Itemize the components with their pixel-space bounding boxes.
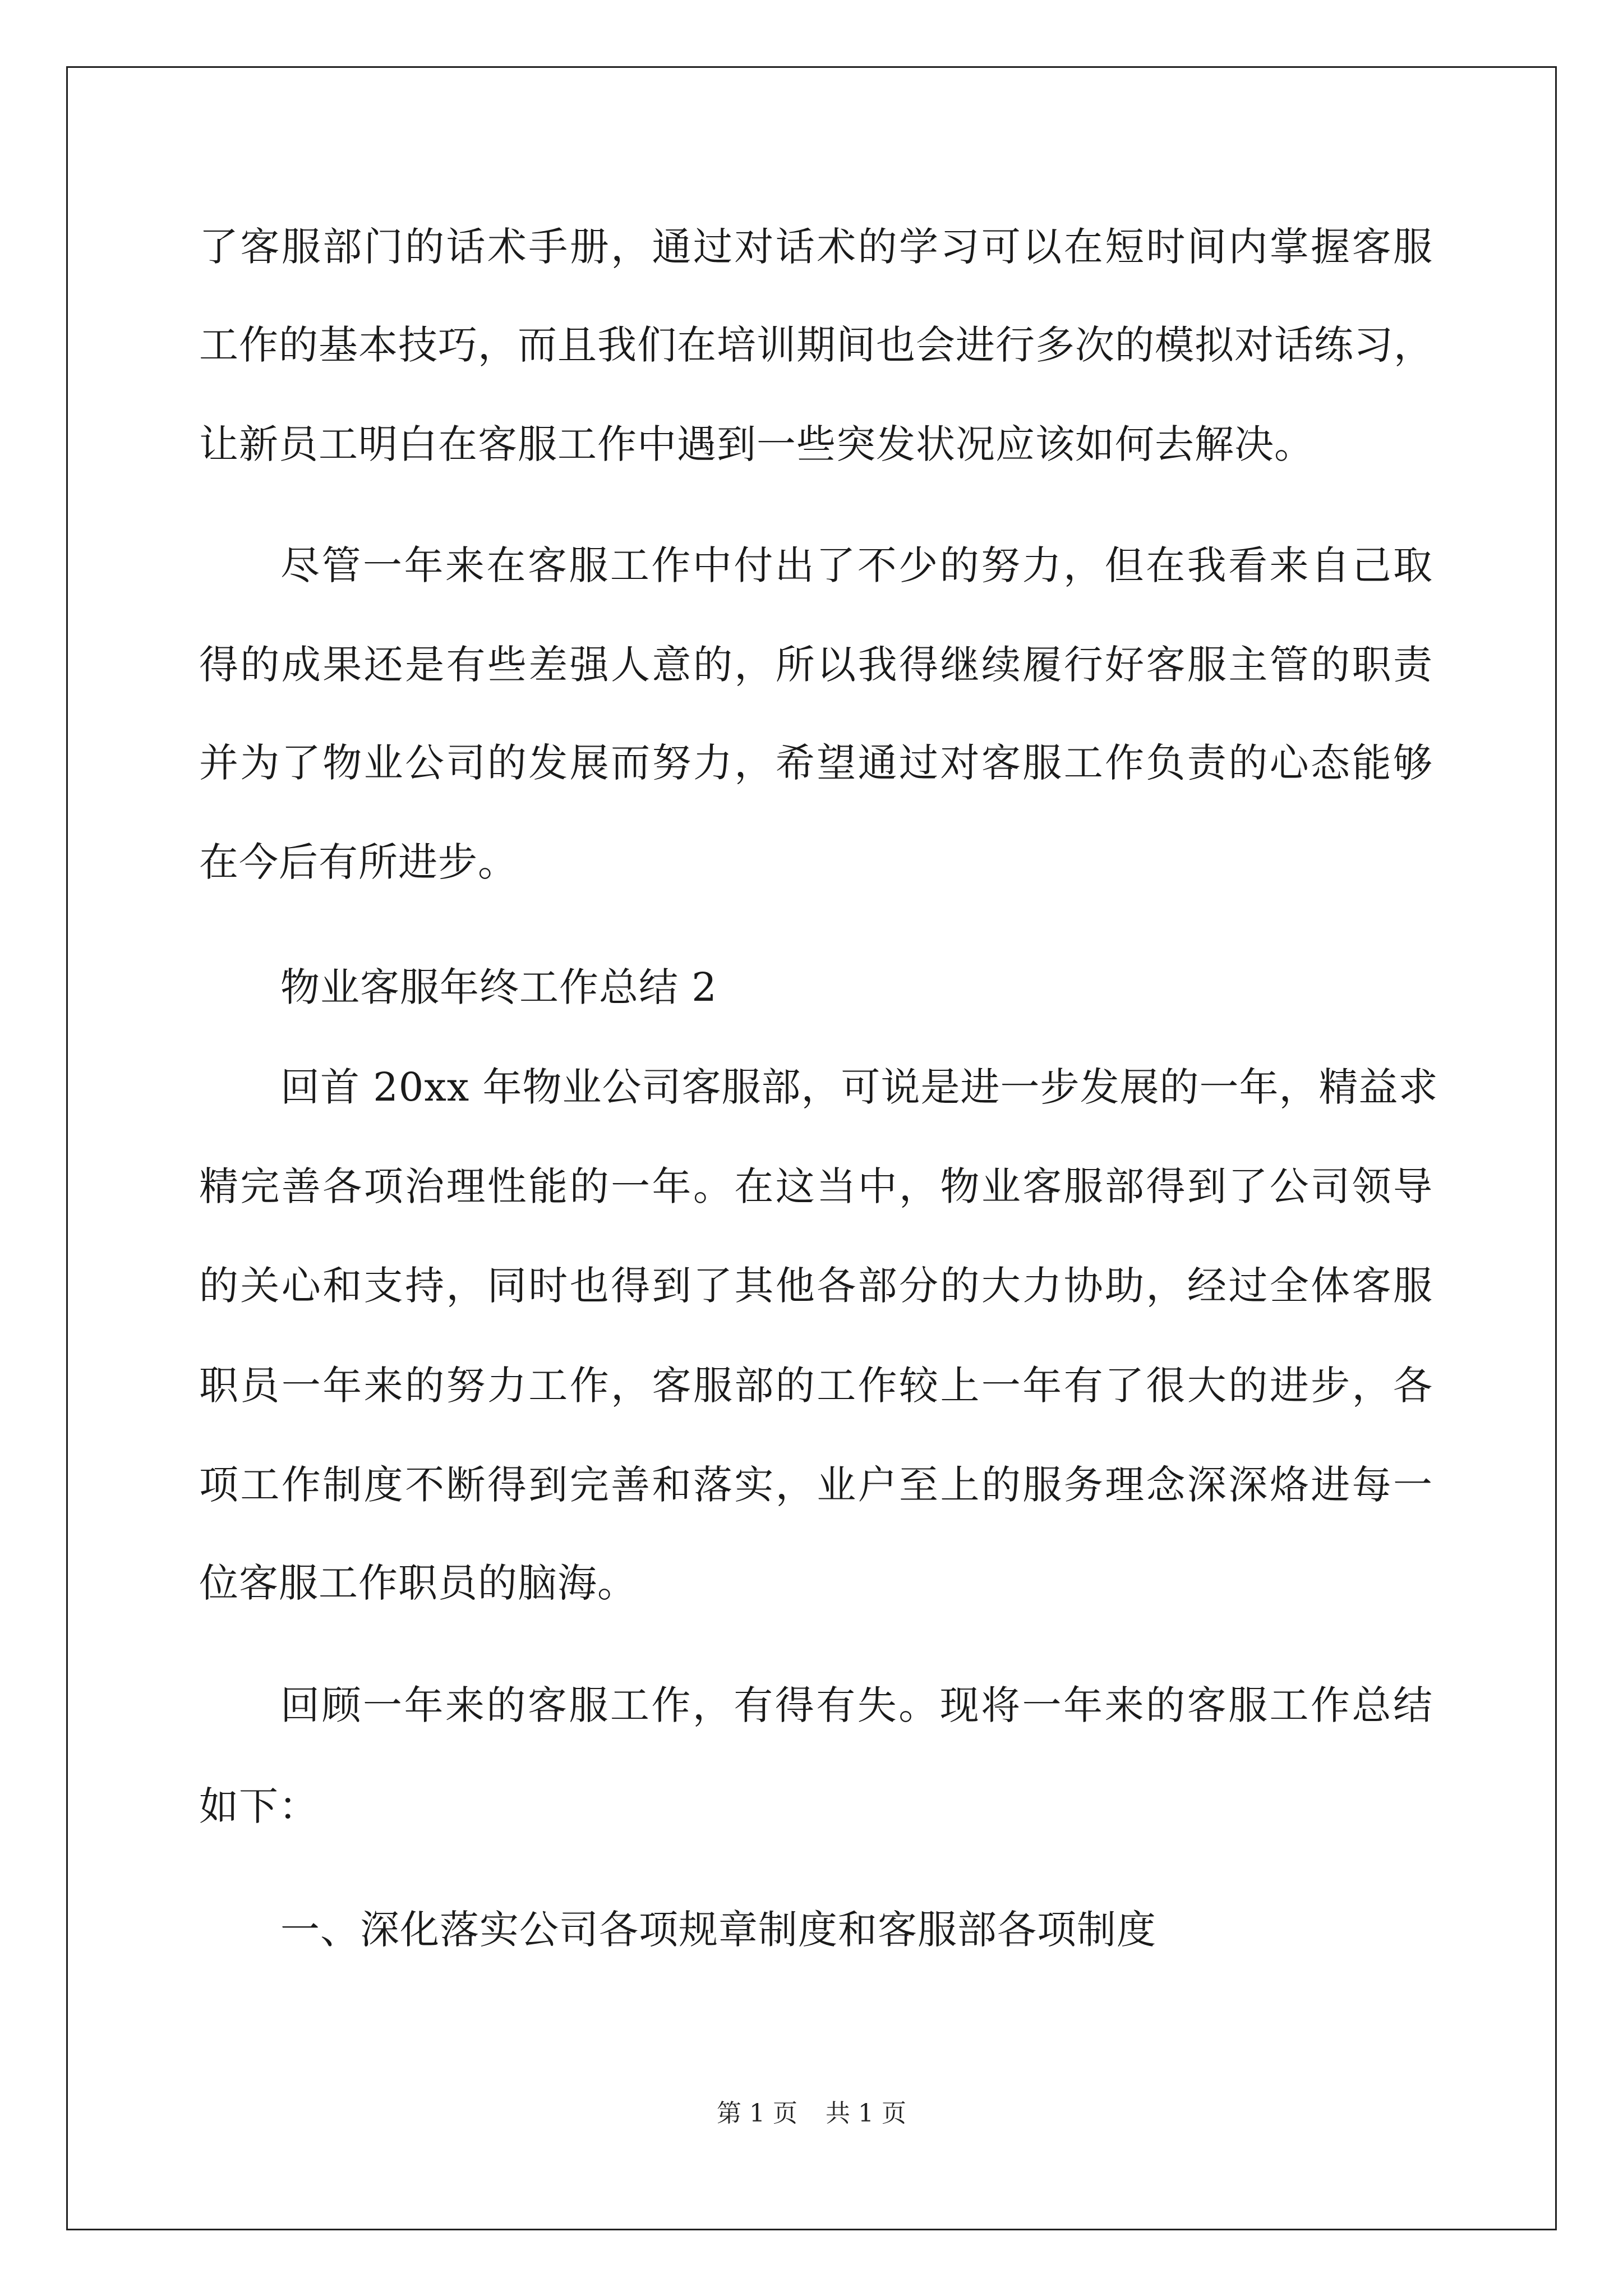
paragraph-line: 精完善各项治理性能的一年。在这当中，物业客服部得到了公司领导 <box>199 1163 1433 1209</box>
paragraph-line: 回首 20xx 年物业公司客服部，可说是进一步发展的一年，精益求 <box>280 1064 1438 1110</box>
paragraph-line: 工作的基本技巧，而且我们在培训期间也会进行多次的模拟对话练习， <box>199 322 1433 368</box>
section-heading: 物业客服年终工作总结 2 <box>280 964 717 1010</box>
section-heading: 一、深化落实公司各项规章制度和客服部各项制度 <box>280 1907 1156 1953</box>
page-footer <box>0 2097 1623 2131</box>
paragraph-line: 回顾一年来的客服工作，有得有失。现将一年来的客服工作总结 <box>280 1682 1433 1728</box>
paragraph-line: 得的成果还是有些差强人意的，所以我得继续履行好客服主管的职责 <box>199 642 1433 688</box>
paragraph-line: 如下： <box>199 1783 319 1829</box>
paragraph-line: 在今后有所进步。 <box>199 839 518 885</box>
paragraph-line: 的关心和支持，同时也得到了其他各部分的大力协助，经过全体客服 <box>199 1263 1433 1309</box>
paragraph-line: 职员一年来的努力工作，客服部的工作较上一年有了很大的进步，各 <box>199 1363 1433 1409</box>
page-border <box>66 66 1557 2230</box>
paragraph-line: 项工作制度不断得到完善和落实，业户至上的服务理念深深烙进每一 <box>199 1462 1433 1508</box>
paragraph-line: 尽管一年来在客服工作中付出了不少的努力，但在我看来自己取 <box>280 542 1433 588</box>
paragraph-line: 并为了物业公司的发展而努力，希望通过对客服工作负责的心态能够 <box>199 740 1433 786</box>
page-total: 共 1 页 <box>826 2099 906 2128</box>
paragraph-line: 了客服部门的话术手册，通过对话术的学习可以在短时间内掌握客服 <box>199 224 1433 270</box>
page-number: 第 1 页 <box>717 2099 797 2128</box>
paragraph-line: 让新员工明白在客服工作中遇到一些突发状况应该如何去解决。 <box>199 421 1314 467</box>
paragraph-line: 位客服工作职员的脑海。 <box>199 1560 637 1606</box>
